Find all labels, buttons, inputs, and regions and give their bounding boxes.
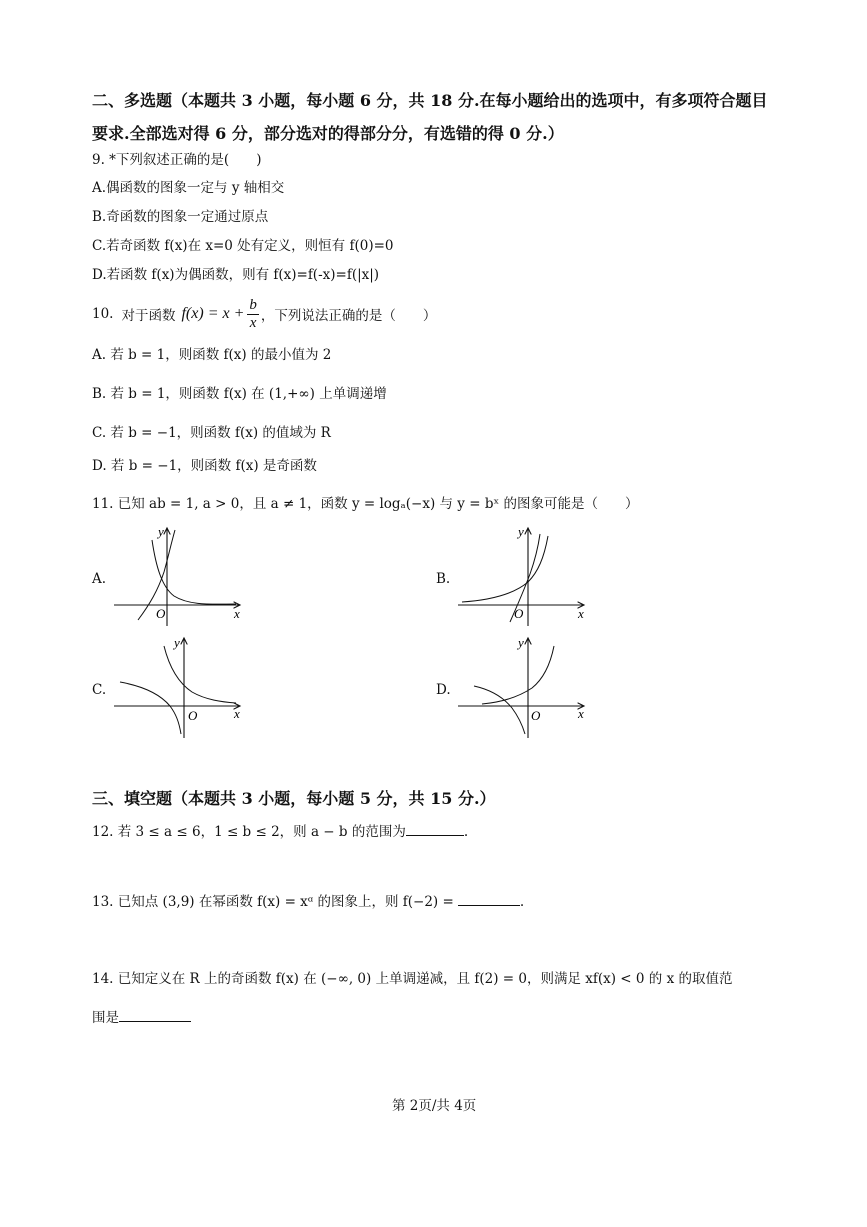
q13	[92, 890, 524, 910]
x-label: x	[234, 606, 240, 621]
curve-increasing	[462, 536, 548, 602]
q9-option-b: B.奇函数的图象一定通过原点	[92, 209, 269, 225]
section3-title: 三、填空题（本题共 3 小题，每小题 5 分，共 15 分.）	[92, 789, 496, 808]
q10-option-d: D. 若 b = −1，则函数 f(x) 是奇函数	[92, 458, 317, 474]
curve-decreasing	[152, 540, 236, 604]
q12	[92, 820, 468, 840]
x-label: x	[578, 606, 584, 621]
origin-label: O	[531, 708, 541, 723]
section2-title-line2: 要求.全部选对得 6 分，部分选对的得部分分，有选错的得 0 分.）	[92, 124, 564, 143]
q10-fraction-numerator: b	[249, 296, 257, 313]
q9-option-c: C.若奇函数 f(x)在 x=0 处有定义，则恒有 f(0)=0	[92, 238, 394, 254]
q13-end: .	[519, 894, 525, 910]
q12-end: .	[463, 824, 469, 840]
q12-answer-blank[interactable]	[406, 821, 464, 836]
q10-option-b: B. 若 b = 1，则函数 f(x) 在 (1,+∞) 上单调递增	[92, 386, 387, 402]
q11-graph-d	[452, 632, 597, 742]
q9-stem: 9. *下列叙述正确的是( )	[92, 152, 262, 168]
q10-option-c: C. 若 b = −1，则函数 f(x) 的值域为 R	[92, 425, 331, 441]
q11-option-d-label: D.	[436, 682, 451, 698]
curve-log	[474, 686, 525, 734]
x-label: x	[234, 706, 240, 721]
q13-text: 13. 已知点 (3,9) 在幂函数 f(x) = xᵅ 的图象上，则 f(−2) =	[92, 894, 454, 910]
x-label: x	[578, 706, 584, 721]
q11-stem: 11. 已知 ab = 1, a > 0，且 a ≠ 1，函数 y = logₐ(−x) 与 y = bˣ 的图象可能是（ ）	[92, 496, 639, 512]
q9-option-d: D.若函数 f(x)为偶函数，则有 f(x)=f(-x)=f(|x|)	[92, 267, 380, 283]
y-label: y	[518, 524, 524, 539]
q10-fraction	[247, 298, 259, 331]
q10-stem	[92, 294, 436, 334]
q13-answer-blank[interactable]	[458, 891, 520, 906]
curve-decreasing	[164, 646, 236, 703]
q10-option-a: A. 若 b = 1，则函数 f(x) 的最小值为 2	[92, 347, 332, 363]
q11-graph-a	[108, 522, 253, 632]
q10-fraction-denominator: x	[249, 314, 257, 331]
origin-label: O	[514, 606, 524, 621]
section2-title-line1: 二、多选题（本题共 3 小题，每小题 6 分，共 18 分.在每小题给出的选项中，有多项符合题目	[92, 91, 768, 110]
curve-increasing	[482, 646, 554, 704]
q14-line2-text: 围是	[92, 1010, 119, 1026]
page-footer: 第 2页/共 4页	[392, 1098, 477, 1114]
q10-number: 10.	[92, 306, 114, 322]
q11-graph-b	[452, 522, 597, 632]
q14-answer-blank[interactable]	[119, 1007, 191, 1022]
q11-option-c-label: C.	[92, 682, 107, 698]
q14-line2	[92, 1006, 191, 1026]
origin-label: O	[156, 606, 166, 621]
q11-graph-c	[108, 632, 253, 742]
curve-log	[120, 682, 181, 734]
q14-line1: 14. 已知定义在 R 上的奇函数 f(x) 在 (−∞, 0) 上单调递减，且 f(2) = 0，则满足 xf(x) < 0 的 x 的取值范	[92, 971, 733, 987]
y-label: y	[174, 635, 180, 650]
q10-stem-prefix: 对于函数	[121, 308, 176, 324]
q11-option-b-label: B.	[436, 571, 451, 587]
y-label: y	[158, 524, 164, 539]
q10-stem-suffix: ，下列说法正确的是（ ）	[260, 308, 437, 324]
q9-option-a: A.偶函数的图象一定与 y 轴相交	[92, 180, 285, 196]
q11-option-a-label: A.	[92, 571, 107, 587]
origin-label: O	[188, 708, 198, 723]
y-label: y	[518, 635, 524, 650]
q10-function: f(x) = x +	[181, 305, 245, 322]
q12-text: 12. 若 3 ≤ a ≤ 6，1 ≤ b ≤ 2，则 a − b 的范围为	[92, 824, 406, 840]
